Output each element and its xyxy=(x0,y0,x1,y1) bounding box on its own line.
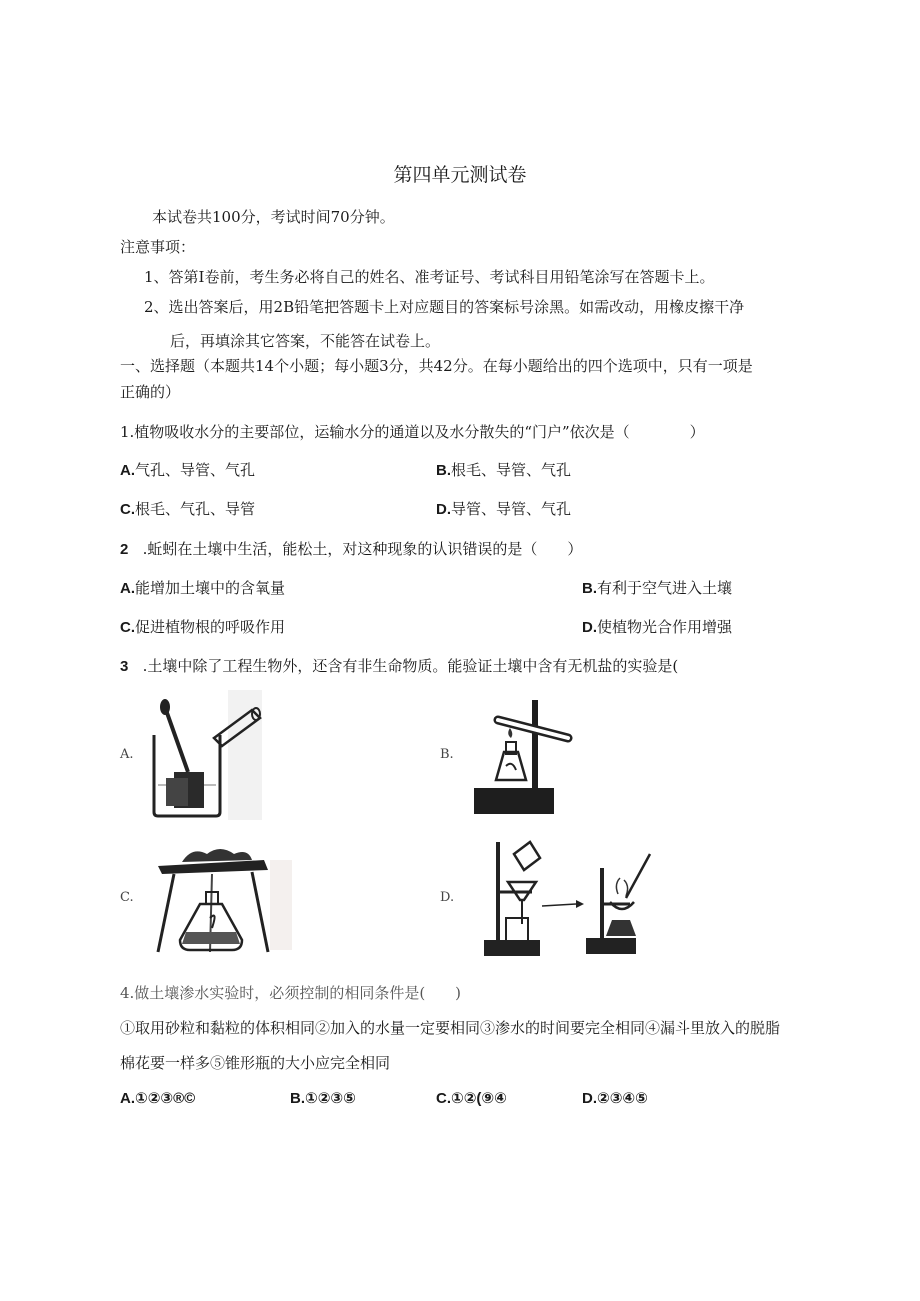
q2-option-b: B.有利于空气进入土壤 xyxy=(582,579,733,597)
q2-option-c: C.促进植物根的呼吸作用 xyxy=(120,618,286,636)
page-title: 第四单元测试卷 xyxy=(393,164,527,186)
note-2-cont: 后，再填涂其它答案，不能答在试卷上。 xyxy=(170,332,441,350)
q3-stem: 3 .土壤中除了工程生物外，还含有非生命物质。能验证土壤中含有无机盐的实验是( xyxy=(120,657,679,675)
q4-option-d: D.②③④⑤ xyxy=(582,1090,648,1107)
q1-option-d: D.导管、导管、气孔 xyxy=(436,500,572,518)
q3-figure-b-label: B. xyxy=(440,747,454,762)
note-1: 1、答第I卷前，考生务必将自己的姓名、准考证号、考试科目用铅笔涂写在答题卡上。 xyxy=(144,268,715,286)
q4-body-line2: 棉花要一样多⑤锥形瓶的大小应完全相同 xyxy=(120,1054,391,1072)
q4-option-c: C.①②(⑨④ xyxy=(436,1090,507,1107)
q3-figure-a-beaker xyxy=(146,690,276,820)
q4-stem: 4.做土壤渗水实验时，必须控制的相同条件是( ) xyxy=(120,984,462,1002)
q3-figure-a-label: A. xyxy=(120,747,134,762)
q2-stem: 2 .蚯蚓在土壤中生活，能松土，对这种现象的认识错误的是（ ） xyxy=(120,540,583,558)
q1-option-c: C.根毛、气孔、导管 xyxy=(120,500,256,518)
note-2: 2、选出答案后，用2B铅笔把答题卡上对应题目的答案标号涂黑。如需改动，用橡皮擦干净 xyxy=(144,298,745,316)
q3-figure-b-apparatus xyxy=(468,690,578,820)
q1-option-b: B.根毛、导管、气孔 xyxy=(436,461,572,479)
intro: 本试卷共100分，考试时间70分钟。 xyxy=(152,208,395,226)
q3-figure-d-label: D. xyxy=(440,890,455,905)
notice-heading: 注意事项： xyxy=(120,238,196,256)
section1-line1: 一、选择题（本题共14个小题；每小题3分，共42分。在每小题给出的四个选项中，只有一项是 xyxy=(120,357,753,375)
q4-option-b: B.①②③⑤ xyxy=(290,1090,356,1107)
section1-line2: 正确的） xyxy=(120,383,181,401)
q2-option-d: D.使植物光合作用增强 xyxy=(582,618,733,636)
q2-option-a: A.能增加土壤中的含氧量 xyxy=(120,579,286,597)
q3-figure-d-apparatus xyxy=(480,838,660,962)
q4-option-a: A.①②③®© xyxy=(120,1090,196,1107)
q4-body-line1: ①取用砂粒和黏粒的体积相同②加入的水量一定要相同③渗水的时间要完全相同④漏斗里放入的脱脂 xyxy=(120,1019,781,1037)
q1-stem: 1.植物吸收水分的主要部位，运输水分的通道以及水分散失的“门户”依次是（ ） xyxy=(120,423,705,441)
q3-figure-c-label: C. xyxy=(120,890,134,905)
q1-option-a: A.气孔、导管、气孔 xyxy=(120,461,256,479)
q3-figure-c-apparatus xyxy=(152,840,292,960)
